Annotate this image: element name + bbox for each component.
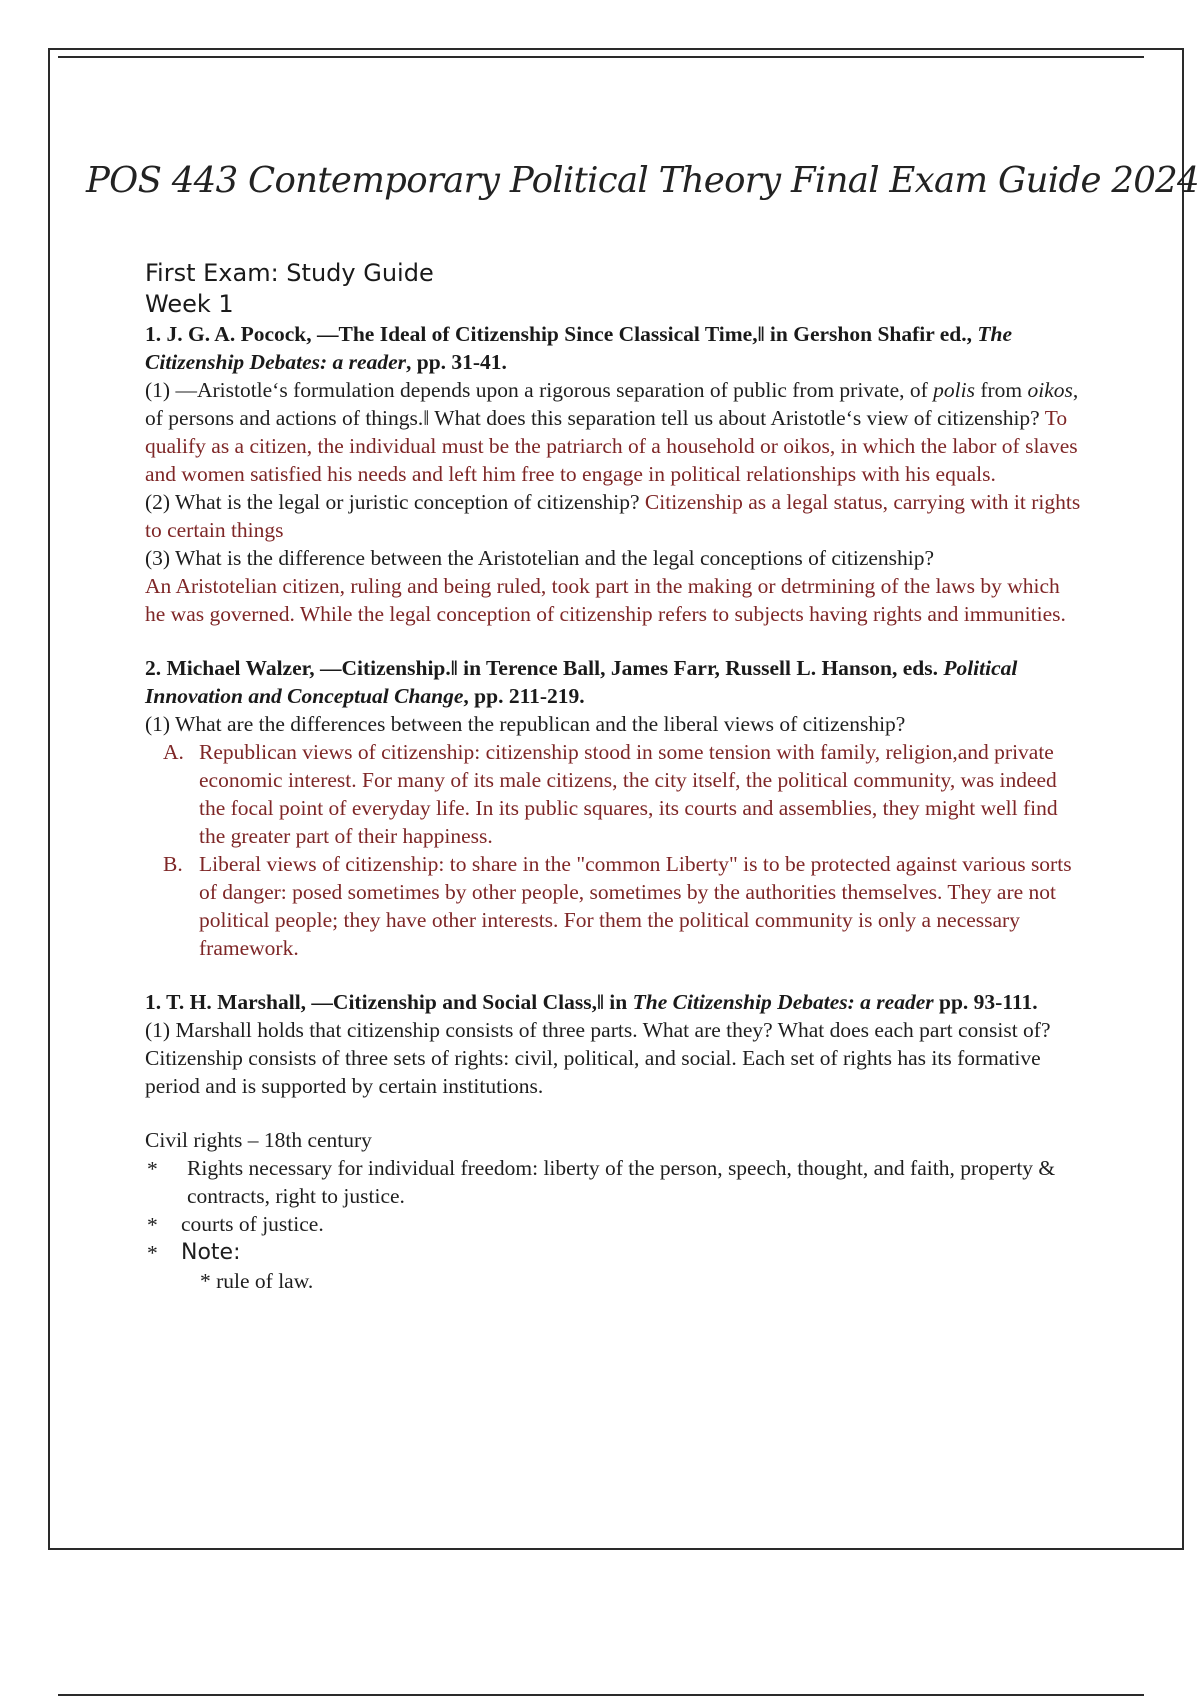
list-item (145, 850, 1085, 962)
pocock-heading-text: 1. J. G. A. Pocock, ―The Ideal of Citizenship Since Classical Time,‖ in Gershon Shafir ed., (145, 322, 973, 346)
list-marker: A. (163, 740, 184, 764)
list-item (145, 1210, 1085, 1238)
walzer-pages: , pp. 211-219. (463, 684, 585, 708)
marshall-question-1: (1) Marshall holds that citizenship consists of three parts. What are they? What does each part consist of? (145, 1018, 1051, 1042)
marshall-heading-text: 1. T. H. Marshall, ―Citizenship and Social Class,‖ in (145, 990, 633, 1014)
pocock-answer-2: Citizenship as a legal status, carrying with it rights to certain things (145, 490, 1081, 542)
bullet-marker: * (147, 1157, 158, 1181)
bullet-marker: * (147, 1213, 158, 1237)
civil-rights-description: Rights necessary for individual freedom: liberty of the person, speech, thought, and faith, property & contracts, right to justice. (187, 1156, 1056, 1208)
marshall-answer-1: Citizenship consists of three sets of rights: civil, political, and social. Each set of rights has its formative period and is supported by certain institutions. (145, 1046, 1041, 1098)
week-label: Week 1 (145, 290, 234, 318)
list-item (145, 738, 1085, 850)
page-title: POS 443 Contemporary Political Theory Final Exam Guide 2024 (86, 160, 1199, 201)
polis-term: polis (933, 378, 975, 402)
list-marker: B. (163, 852, 183, 876)
document-body (145, 258, 1085, 1295)
liberal-view-text: Liberal views of citizenship: to share in the "common Liberty" is to be protected against various sorts of danger: posed sometimes by other people, sometimes by the authorities themselves. They are not political people; they have other interests. For them the political community is only a necessary framework. (199, 852, 1072, 960)
pocock-book-title: The Citizenship Debates: a reader (145, 322, 1013, 374)
walzer-book-title: Political Innovation and Conceptual Change (145, 656, 1018, 708)
walzer-heading-text: 2. Michael Walzer, ―Citizenship.‖ in Terence Ball, James Farr, Russell L. Hanson, eds. (145, 656, 938, 680)
pocock-answer-1: To qualify as a citizen, the individual must be the patriarch of a household or oikos, in which the labor of slaves and women satisfied his needs and left him free to engage in political relationships with his equals. (145, 406, 1078, 486)
rule-of-law: * rule of law. (200, 1269, 314, 1293)
republican-view-text: Republican views of citizenship: citizenship stood in some tension with family, religion,and private economic interest. For many of its male citizens, the city itself, the political community, was indeed the focal point of everyday life. In its public squares, its courts and assemblies, they might well find the greater part of their happiness. (199, 740, 1058, 848)
pocock-question-2 (145, 488, 1085, 544)
marshall-pages: pp. 93-111. (933, 990, 1038, 1014)
pocock-heading (145, 320, 1085, 376)
marshall-book-title: The Citizenship Debates: a reader (632, 990, 934, 1014)
q1-part-b: from (974, 378, 1028, 402)
list-item (145, 1238, 1085, 1267)
pocock-question-3: (3) What is the difference between the Aristotelian and the legal conceptions of citizenship? (145, 546, 935, 570)
guide-title: First Exam: Study Guide (145, 259, 434, 287)
oikos-term: oikos (1027, 378, 1073, 402)
bottom-rule (58, 1694, 1144, 1696)
marshall-heading (145, 988, 1085, 1016)
q1-part-a: (1) ―Aristotle‘s formulation depends upon a rigorous separation of public from private, of (145, 378, 934, 402)
bullet-marker: * (147, 1241, 158, 1265)
pocock-answer-3: An Aristotelian citizen, ruling and being ruled, took part in the making or detrmining of the laws by which he was governed. While the legal conception of citizenship refers to subjects having rights and immunities. (145, 574, 1066, 626)
pocock-pages: , pp. 31-41. (405, 350, 507, 374)
q2-text: (2) What is the legal or juristic conception of citizenship? (145, 490, 645, 514)
note-label: Note: (181, 1240, 241, 1265)
q1-part-c: , of persons and actions of things.‖ What does this separation tell us about Aristotle‘s view of citizenship? (145, 378, 1079, 430)
civil-rights-label: Civil rights – 18th century (145, 1128, 372, 1152)
list-item (145, 1154, 1085, 1210)
walzer-heading (145, 654, 1085, 710)
courts-of-justice: courts of justice. (181, 1212, 324, 1236)
walzer-question-1: (1) What are the differences between the republican and the liberal views of citizenship? (145, 712, 906, 736)
pocock-question-1 (145, 376, 1085, 488)
